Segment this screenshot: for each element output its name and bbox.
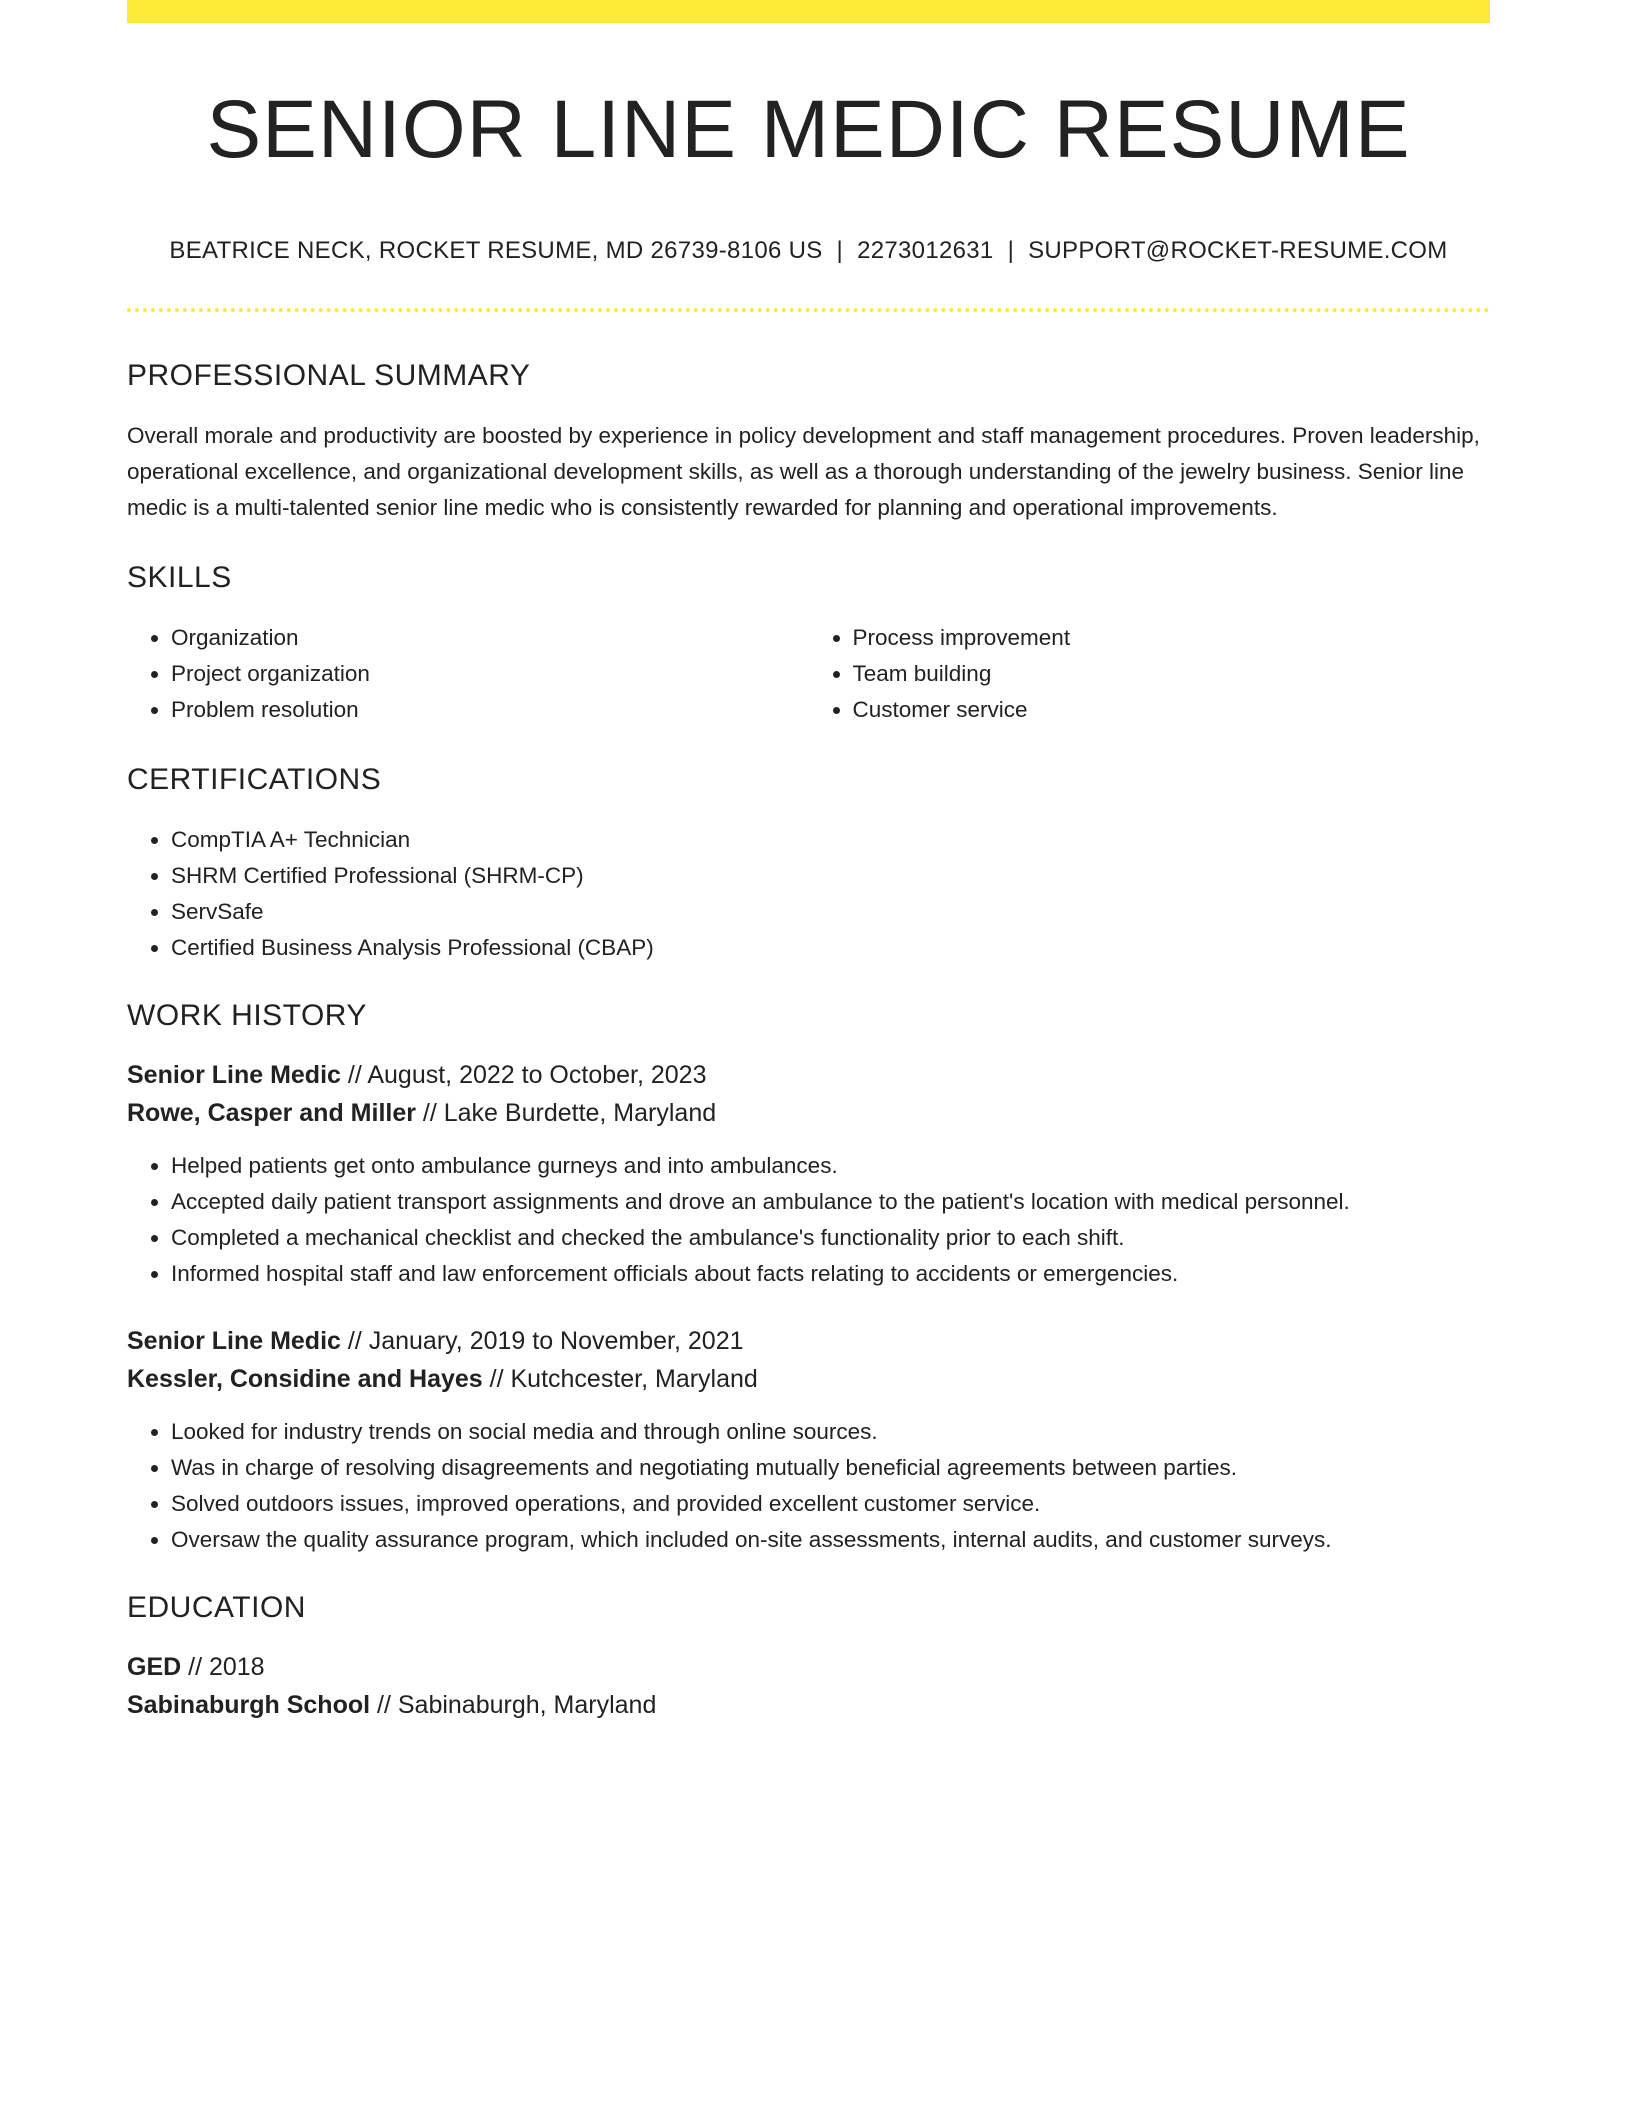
- job-role: Senior Line Medic: [127, 1061, 341, 1090]
- job-bullets: [127, 1148, 1490, 1292]
- skill-item: • Customer service: [853, 692, 1491, 728]
- job-dates: // August, 2022 to October, 2023: [340, 1061, 707, 1090]
- job-company-line: [127, 1094, 1490, 1132]
- job-bullet: • Accepted daily patient transport assignments and drove an ambulance to the patient's location with medical personnel.: [171, 1184, 1490, 1220]
- accent-bar: [127, 0, 1490, 23]
- skills-right-list: [809, 620, 1491, 728]
- contact-line: [127, 235, 1490, 267]
- job-location: // Kutchcester, Maryland: [482, 1365, 758, 1394]
- skills-left-list: [127, 620, 809, 728]
- education-degree-line: [127, 1648, 1490, 1686]
- job-bullet: • Completed a mechanical checklist and checked the ambulance's functionality prior to each shift.: [171, 1220, 1490, 1256]
- skill-item: • Team building: [853, 656, 1491, 692]
- job-bullets: [127, 1414, 1490, 1558]
- skills-section: [127, 560, 1490, 728]
- job-company-line: [127, 1360, 1490, 1398]
- job-role: Senior Line Medic: [127, 1327, 341, 1356]
- contact-phone: 2273012631: [857, 237, 994, 265]
- education-section: [127, 1590, 1490, 1724]
- skill-item: • Problem resolution: [171, 692, 809, 728]
- contact-separator: |: [836, 237, 844, 265]
- job-bullet: • Oversaw the quality assurance program, which included on-site assessments, internal audits, and customer surveys.: [171, 1522, 1490, 1558]
- job-bullet: • Solved outdoors issues, improved operations, and provided excellent customer service.: [171, 1486, 1490, 1522]
- education-year: // 2018: [181, 1653, 265, 1682]
- job-entry: [127, 1322, 1490, 1558]
- job-company: Rowe, Casper and Miller: [127, 1099, 416, 1128]
- education-location: // Sabinaburgh, Maryland: [370, 1691, 657, 1720]
- skills-heading: SKILLS: [127, 561, 232, 595]
- education-degree: GED: [127, 1653, 182, 1682]
- education-heading: EDUCATION: [127, 1591, 306, 1625]
- job-company: Kessler, Considine and Hayes: [127, 1365, 483, 1394]
- work-history-section: [127, 998, 1490, 1558]
- job-title-line: [127, 1056, 1490, 1094]
- education-school: Sabinaburgh School: [127, 1691, 371, 1720]
- certifications-list: [127, 822, 1490, 966]
- skills-columns: [127, 620, 1490, 728]
- certification-item: • SHRM Certified Professional (SHRM-CP): [171, 858, 1490, 894]
- skill-item: • Project organization: [171, 656, 809, 692]
- dotted-divider: [127, 308, 1490, 312]
- summary-heading: PROFESSIONAL SUMMARY: [127, 359, 531, 393]
- summary-section: [127, 358, 1490, 526]
- resume-page: [127, 0, 1490, 1724]
- education-entry: [127, 1648, 1490, 1724]
- page-title: SENIOR LINE MEDIC RESUME: [206, 84, 1411, 175]
- job-bullet: • Informed hospital staff and law enforcement officials about facts relating to accidents or emergencies.: [171, 1256, 1490, 1292]
- contact-address: BEATRICE NECK, ROCKET RESUME, MD 26739-8106 US: [169, 237, 823, 265]
- skill-item: • Process improvement: [853, 620, 1491, 656]
- certification-item: • Certified Business Analysis Professional (CBAP): [171, 930, 1490, 966]
- job-title-line: [127, 1322, 1490, 1360]
- education-school-line: [127, 1686, 1490, 1724]
- summary-text: Overall morale and productivity are boosted by experience in policy development and staff management procedures. Proven leadership, operational excellence, and organizational development skills, as well as a thorough understanding of the jewelry business. Senior line medic is a multi-talented senior line medic who is consistently rewarded for planning and operational improvements.: [127, 423, 1480, 521]
- job-entry: [127, 1056, 1490, 1292]
- certifications-section: [127, 762, 1490, 966]
- job-bullet: • Was in charge of resolving disagreements and negotiating mutually beneficial agreements between parties.: [171, 1450, 1490, 1486]
- certification-item: • ServSafe: [171, 894, 1490, 930]
- job-dates: // January, 2019 to November, 2021: [340, 1327, 744, 1356]
- work-history-heading: WORK HISTORY: [127, 999, 367, 1033]
- job-bullet: • Looked for industry trends on social media and through online sources.: [171, 1414, 1490, 1450]
- contact-email: SUPPORT@ROCKET-RESUME.COM: [1028, 237, 1448, 265]
- skill-item: • Organization: [171, 620, 809, 656]
- job-bullet: • Helped patients get onto ambulance gurneys and into ambulances.: [171, 1148, 1490, 1184]
- certification-item: • CompTIA A+ Technician: [171, 822, 1490, 858]
- contact-separator: |: [1007, 237, 1015, 265]
- job-location: // Lake Burdette, Maryland: [415, 1099, 717, 1128]
- certifications-heading: CERTIFICATIONS: [127, 763, 382, 797]
